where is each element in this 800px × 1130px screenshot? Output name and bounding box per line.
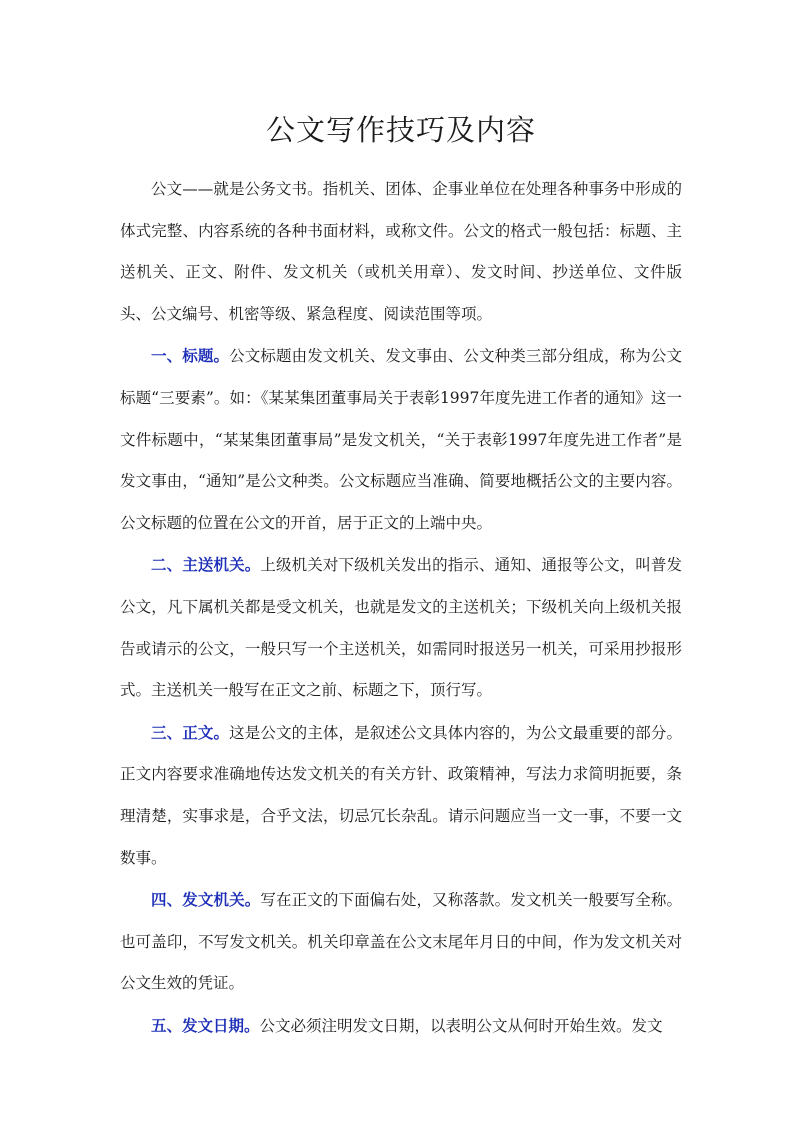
section-text: 上级机关对下级机关发出的指示、通知、通报等公文，叫普发公文，凡下属机关都是受文机关，也就是发文的主送机关；下级机关向上级机关报告或请示的公文，一般只写一个主送机关，如需同时报送另一机关，可采用抄报形式。主送机关一般写在正文之前、标题之下，顶行写。 [120,556,682,700]
document-title: 公文写作技巧及内容 [265,113,536,147]
section-text: 公文必须注明发文日期，以表明公文从何时开始生效。发文 [259,1016,663,1035]
intro-paragraph: 公文——就是公务文书。指机关、团体、企事业单位在处理各种事务中形成的体式完整、内容系统的各种书面材料，或称文件。公文的格式一般包括：标题、主送机关、正文、附件、发文机关（或机关用章）、发文时间、抄送单位、文件版头、公文编号、机密等级、紧急程度、阅读范围等项。 [120,180,682,323]
section-heading: 四、发文机关。 [151,890,261,910]
section-date-paragraph [120,1005,682,1048]
section-heading: 二、主送机关。 [151,555,261,575]
section-heading: 五、发文日期。 [151,1015,260,1035]
section-recipient-paragraph [120,544,682,711]
section-text: 公文标题由发文机关、发文事由、公文种类三部分组成，称为公文标题“三要素”。如：《某某集团董事局关于表彰1997年度先进工作者的通知》这一文件标题中，“某某集团董事局”是发文机关，“关于表彰1997年度先进工作者”是发文事由，“通知”是公文种类。公文标题应当准确、简要地概括公文的主要内容。公文标题的位置在公文的开首，居于正文的上端中央。 [120,347,682,532]
section-issuer-paragraph [120,879,682,1005]
section-title-paragraph [120,335,682,544]
section-text: 写在正文的下面偏右处，又称落款。发文机关一般要写全称。也可盖印，不写发文机关。机关印章盖在公文末尾年月日的中间，作为发文机关对公文生效的凭证。 [120,891,682,993]
section-body-paragraph [120,712,682,879]
section-text: 这是公文的主体，是叙述公文具体内容的，为公文最重要的部分。正文内容要求准确地传达发文机关的有关方针、政策精神，写法力求简明扼要，条理清楚，实事求是，合乎文法，切忌冗长杂乱。请示问题应当一文一事，不要一文数事。 [120,723,682,867]
section-heading: 三、正文。 [151,722,230,742]
section-heading: 一、标题。 [151,346,230,366]
